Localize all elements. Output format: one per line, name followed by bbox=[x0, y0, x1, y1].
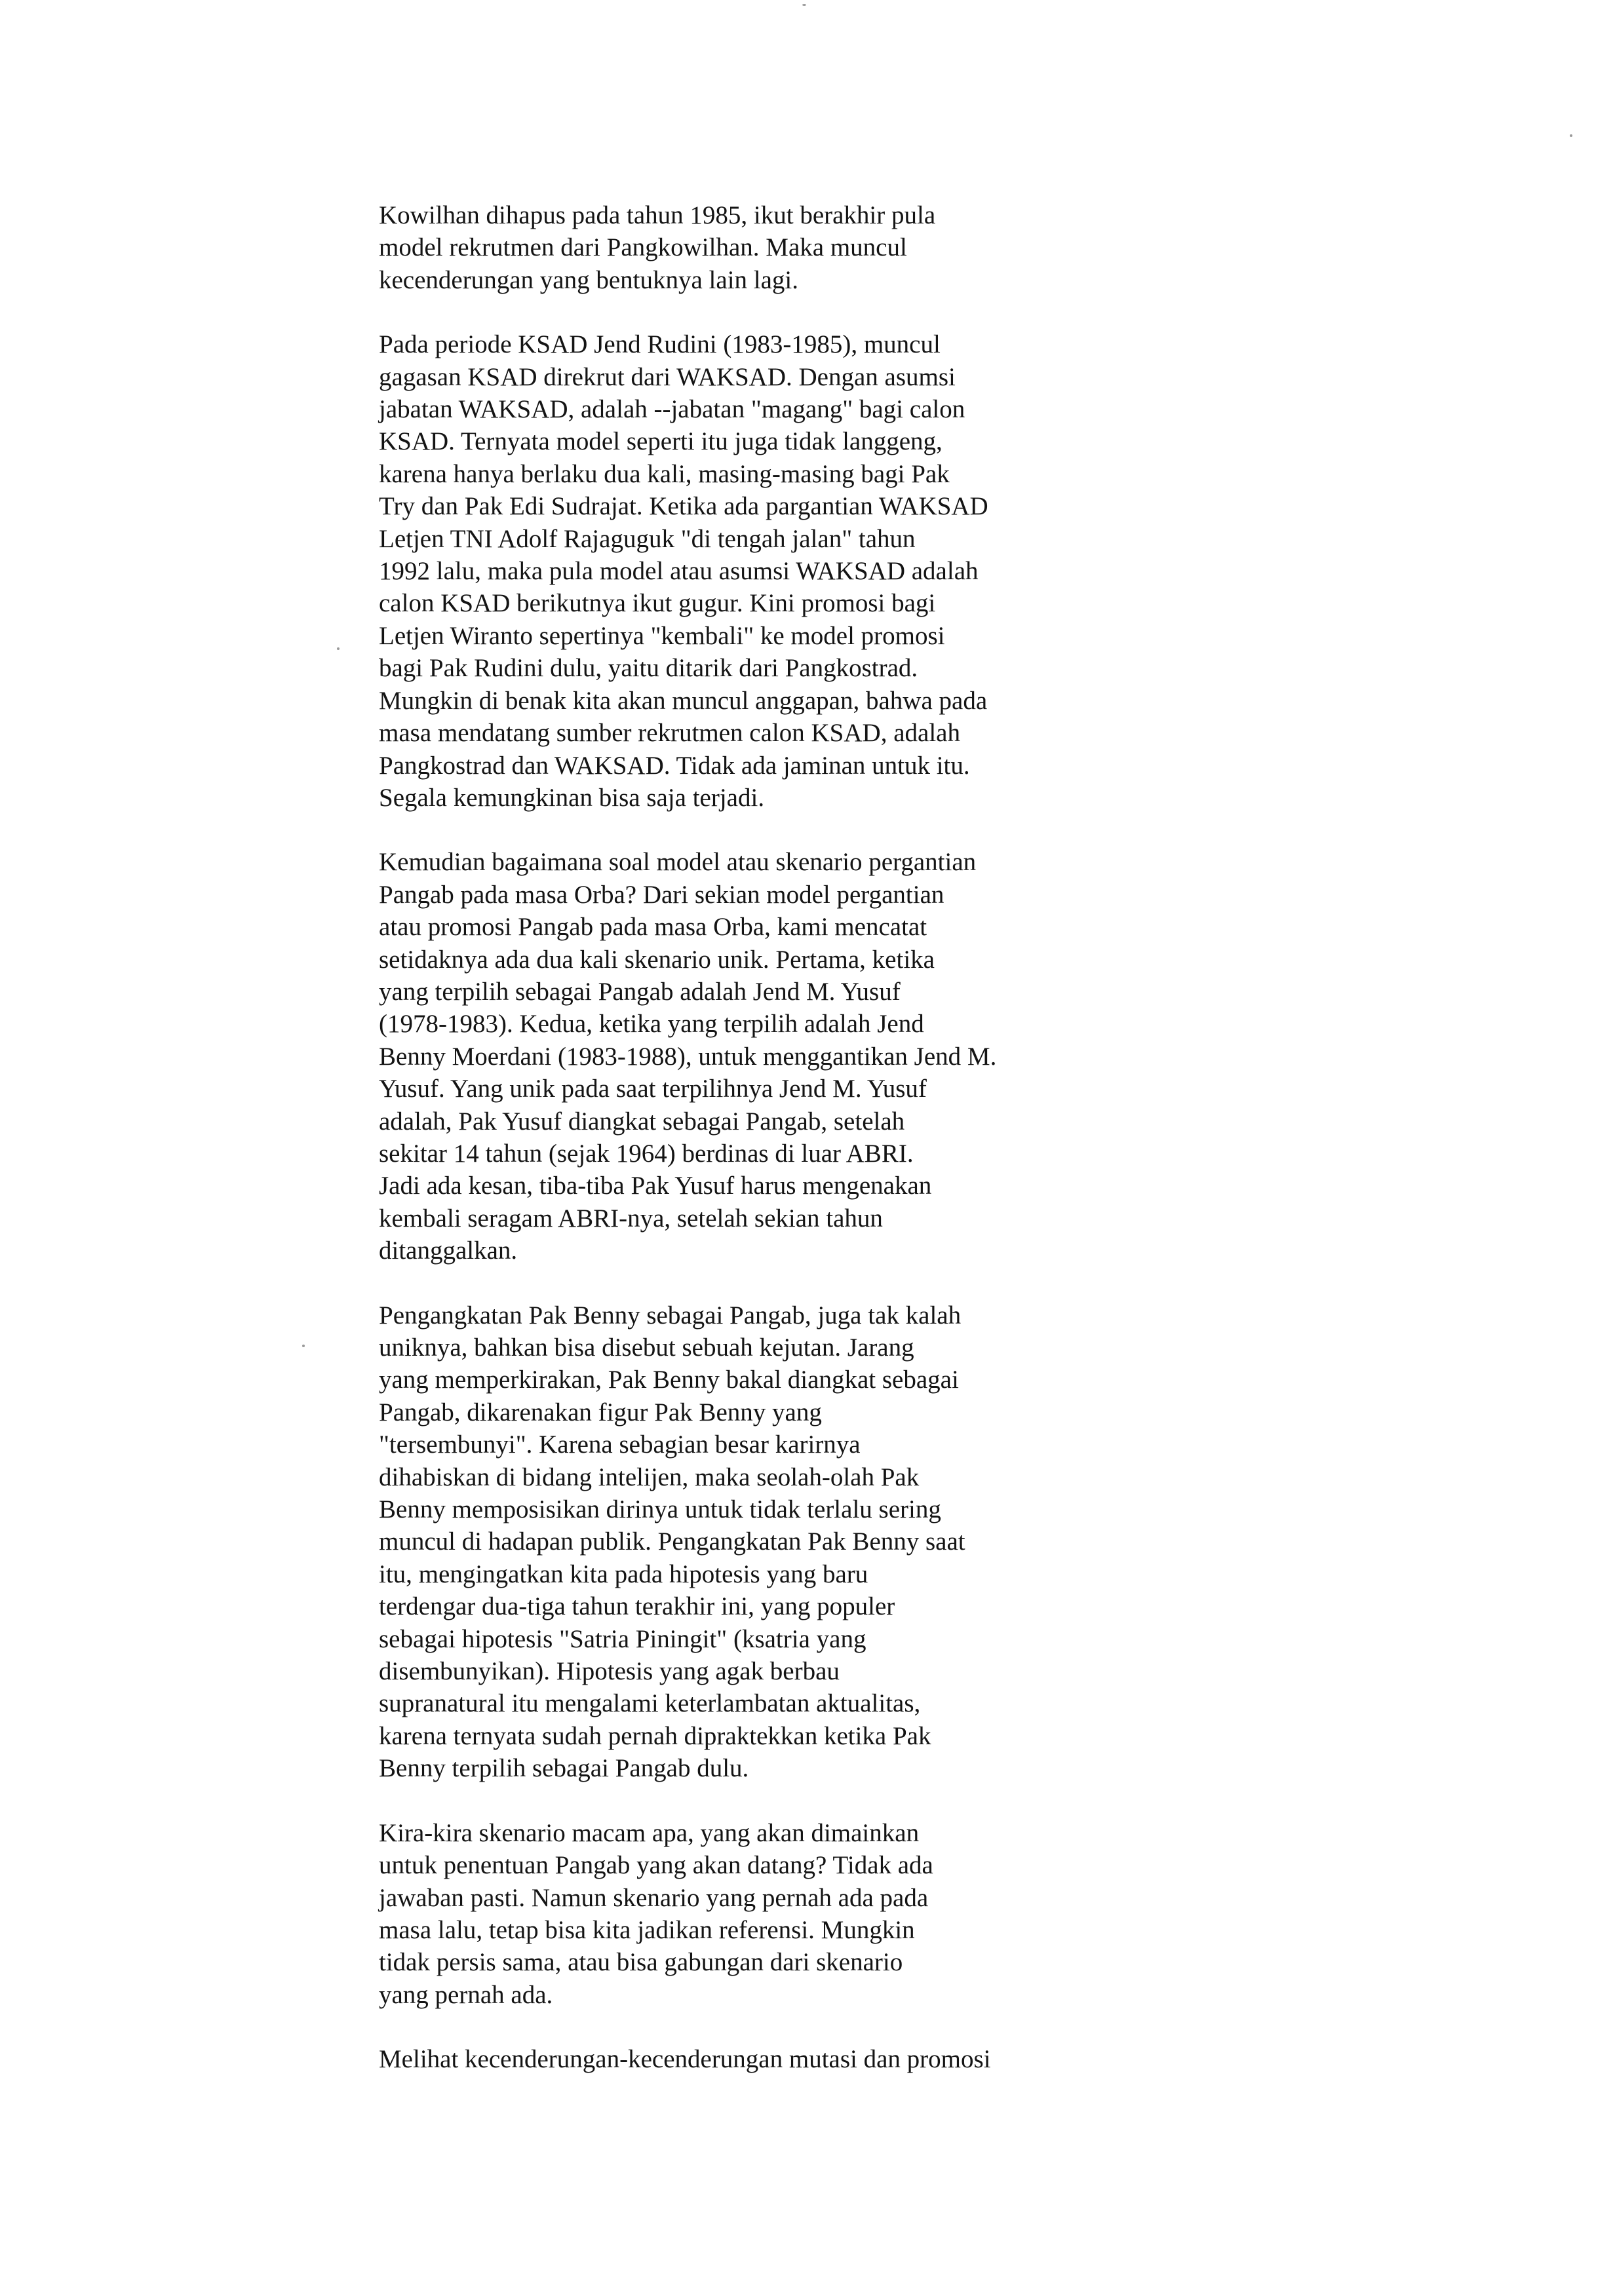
text-line: Pangab, dikarenakan figur Pak Benny yang bbox=[379, 1398, 822, 1426]
paragraph bbox=[379, 328, 1126, 814]
text-line: sebagai hipotesis "Satria Piningit" (ksatria yang bbox=[379, 1624, 866, 1653]
text-line: sekitar 14 tahun (sejak 1964) berdinas di luar ABRI. bbox=[379, 1139, 914, 1168]
paragraph bbox=[379, 846, 1126, 1267]
text-line: itu, mengingatkan kita pada hipotesis yang baru bbox=[379, 1559, 868, 1588]
text-line: "tersembunyi". Karena sebagian besar karirnya bbox=[379, 1430, 861, 1459]
text-line: masa mendatang sumber rekrutmen calon KSAD, adalah bbox=[379, 719, 960, 748]
text-line: gagasan KSAD direkrut dari WAKSAD. Dengan asumsi bbox=[379, 362, 956, 391]
text-line: jabatan WAKSAD, adalah --jabatan "magang" bagi calon bbox=[379, 395, 965, 424]
text-line: 1992 lalu, maka pula model atau asumsi WAKSAD adalah bbox=[379, 557, 979, 586]
scan-speck bbox=[802, 4, 806, 6]
scan-speck bbox=[1570, 134, 1572, 137]
text-line: yang terpilih sebagai Pangab adalah Jend M. Yusuf bbox=[379, 977, 901, 1006]
text-line: Pengangkatan Pak Benny sebagai Pangab, juga tak kalah bbox=[379, 1301, 962, 1330]
text-line: calon KSAD berikutnya ikut gugur. Kini promosi bagi bbox=[379, 589, 936, 618]
text-line: Try dan Pak Edi Sudrajat. Ketika ada pargantian WAKSAD bbox=[379, 492, 988, 521]
text-line: kembali seragam ABRI-nya, setelah sekian tahun bbox=[379, 1204, 883, 1233]
text-line: Kowilhan dihapus pada tahun 1985, ikut berakhir pula bbox=[379, 201, 936, 229]
paragraph bbox=[379, 2043, 1126, 2075]
text-line: adalah, Pak Yusuf diangkat sebagai Pangab, setelah bbox=[379, 1107, 905, 1136]
text-line: Letjen TNI Adolf Rajaguguk "di tengah jalan" tahun bbox=[379, 524, 916, 553]
text-line: uniknya, bahkan bisa disebut sebuah kejutan. Jarang bbox=[379, 1333, 914, 1362]
scan-speck bbox=[302, 1345, 305, 1347]
text-line: Mungkin di benak kita akan muncul anggapan, bahwa pada bbox=[379, 686, 988, 715]
text-line: Pangkostrad dan WAKSAD. Tidak ada jaminan untuk itu. bbox=[379, 751, 970, 780]
text-line: setidaknya ada dua kali skenario unik. Pertama, ketika bbox=[379, 945, 935, 974]
text-line: disembunyikan). Hipotesis yang agak berbau bbox=[379, 1657, 840, 1686]
text-line: karena ternyata sudah pernah dipraktekkan ketika Pak bbox=[379, 1721, 931, 1750]
text-line: terdengar dua-tiga tahun terakhir ini, yang populer bbox=[379, 1592, 895, 1621]
text-line: dihabiskan di bidang intelijen, maka seolah-olah Pak bbox=[379, 1463, 920, 1491]
text-line: bagi Pak Rudini dulu, yaitu ditarik dari Pangkostrad. bbox=[379, 654, 918, 683]
text-line: Pangab pada masa Orba? Dari sekian model pergantian bbox=[379, 880, 944, 909]
paragraph bbox=[379, 199, 1126, 296]
text-line: supranatural itu mengalami keterlambatan aktualitas, bbox=[379, 1689, 921, 1718]
text-line: Letjen Wiranto sepertinya "kembali" ke model promosi bbox=[379, 621, 945, 650]
text-line: Melihat kecenderungan-kecenderungan mutasi dan promosi bbox=[379, 2045, 991, 2074]
text-line: Jadi ada kesan, tiba-tiba Pak Yusuf harus mengenakan bbox=[379, 1172, 932, 1200]
text-line: Benny terpilih sebagai Pangab dulu. bbox=[379, 1754, 749, 1783]
text-line: Pada periode KSAD Jend Rudini (1983-1985), muncul bbox=[379, 330, 941, 359]
text-line: untuk penentuan Pangab yang akan datang? Tidak ada bbox=[379, 1851, 933, 1880]
text-line: Benny memposisikan dirinya untuk tidak terlalu sering bbox=[379, 1495, 941, 1524]
scan-speck bbox=[337, 647, 340, 650]
paragraph bbox=[379, 1299, 1126, 1785]
text-line: yang memperkirakan, Pak Benny bakal diangkat sebagai bbox=[379, 1366, 959, 1394]
text-line: masa lalu, tetap bisa kita jadikan referensi. Mungkin bbox=[379, 1915, 915, 1944]
text-line: Kemudian bagaimana soal model atau skenario pergantian bbox=[379, 848, 977, 877]
text-line: kecenderungan yang bentuknya lain lagi. bbox=[379, 265, 799, 294]
text-line: model rekrutmen dari Pangkowilhan. Maka muncul bbox=[379, 233, 907, 262]
text-line: KSAD. Ternyata model seperti itu juga tidak langgeng, bbox=[379, 427, 943, 456]
text-line: Yusuf. Yang unik pada saat terpilihnya Jend M. Yusuf bbox=[379, 1075, 927, 1103]
text-line: (1978-1983). Kedua, ketika yang terpilih adalah Jend bbox=[379, 1010, 924, 1039]
text-line: jawaban pasti. Namun skenario yang pernah ada pada bbox=[379, 1883, 929, 1912]
text-line: atau promosi Pangab pada masa Orba, kami mencatat bbox=[379, 913, 927, 942]
paragraph bbox=[379, 1817, 1126, 2011]
text-line: tidak persis sama, atau bisa gabungan dari skenario bbox=[379, 1948, 903, 1977]
text-line: muncul di hadapan publik. Pengangkatan Pak Benny saat bbox=[379, 1527, 965, 1556]
text-line: yang pernah ada. bbox=[379, 1980, 553, 2009]
text-line: Segala kemungkinan bisa saja terjadi. bbox=[379, 783, 765, 812]
text-line: ditanggalkan. bbox=[379, 1236, 518, 1265]
document-body bbox=[379, 199, 1126, 2108]
text-line: Benny Moerdani (1983-1988), untuk menggantikan Jend M. bbox=[379, 1042, 997, 1071]
text-line: karena hanya berlaku dua kali, masing-masing bagi Pak bbox=[379, 459, 950, 488]
text-line: Kira-kira skenario macam apa, yang akan dimainkan bbox=[379, 1818, 920, 1847]
